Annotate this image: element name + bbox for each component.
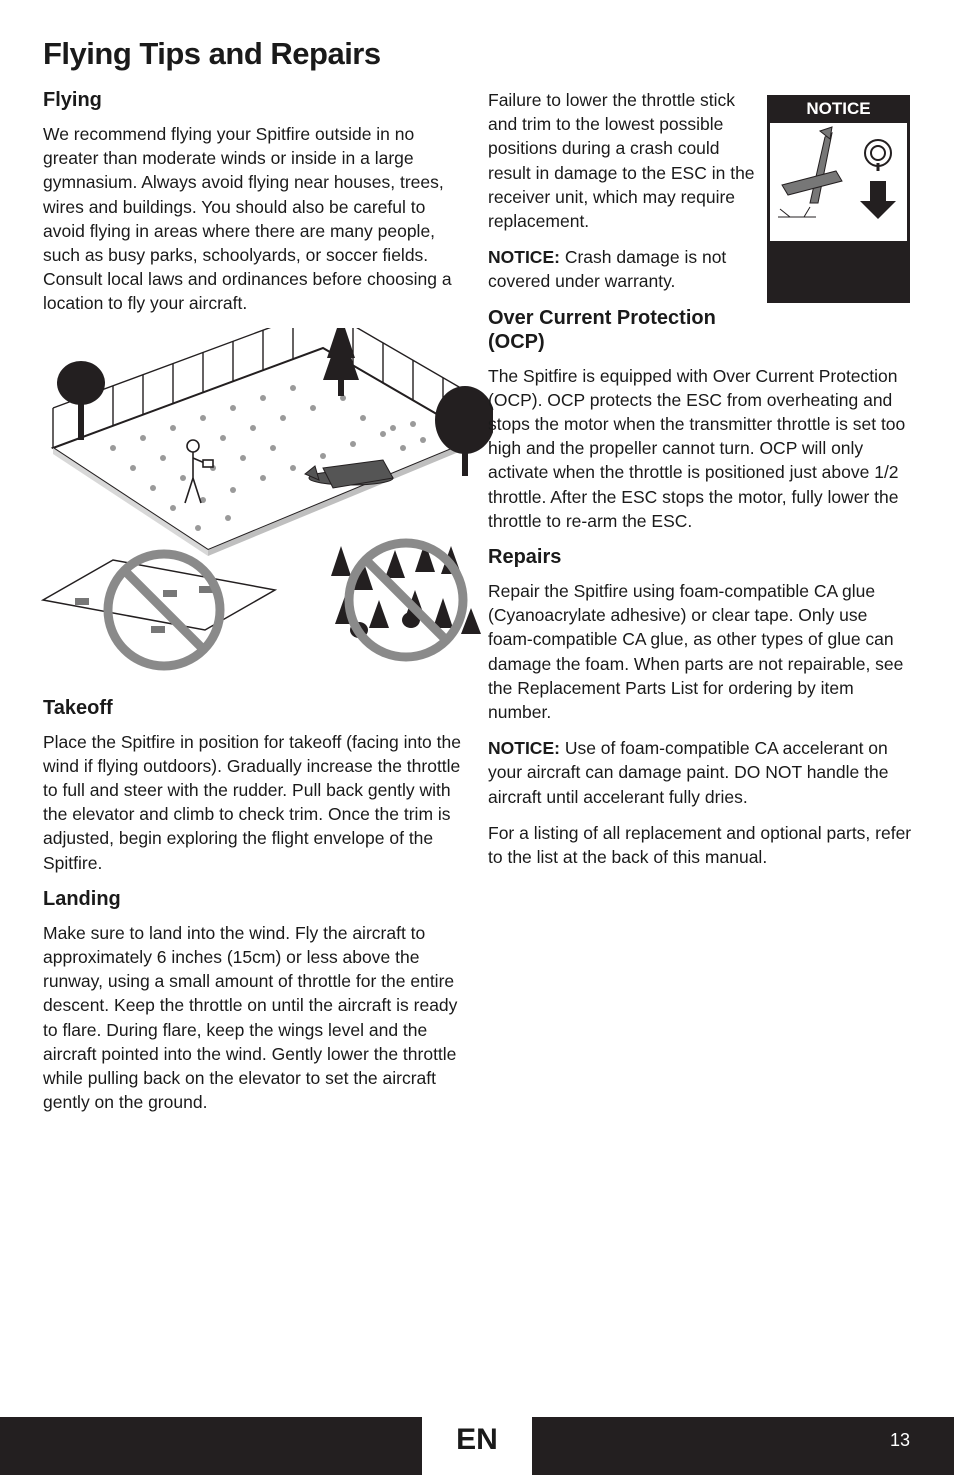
crash-plane-icon: [778, 127, 842, 217]
notice-label: NOTICE: [806, 99, 871, 118]
ocp-body: The Spitfire is equipped with Over Current Protection (OCP). OCP protects the ESC from overheating and stops the motor when the transmitter throttle is set too high and the propeller cannot turn. OCP will only activate when the throttle is positioned just above 1/2 throttle. After the ESC stops the motor, fully lower the throttle to re-arm the ESC.: [488, 365, 906, 531]
takeoff-body: Place the Spitfire in position for takeoff (facing into the wind if flying outdoors). Gradually increase the throttle to full and steer with the rudder. Pull back gently with the elevator and climb to check trim. Once the trim is adjusted, begin exploring the flight envelope of the Spitfire.: [43, 731, 461, 873]
notice-box: [767, 95, 910, 303]
right-column: [488, 88, 913, 881]
left-column: [43, 88, 468, 1126]
crash-notice-label: NOTICE:: [488, 247, 560, 268]
ocp-heading: Over Current Protection (OCP): [488, 306, 716, 353]
page-title: Flying Tips and Repairs: [43, 36, 381, 71]
notice-picture: [770, 123, 907, 241]
throttle-down-icon: [860, 140, 896, 219]
parts-listing: For a listing of all replacement and optional parts, refer to the list at the back of this manual.: [488, 822, 912, 868]
notice-text: Failure to lower the throttle stick and trim to the lowest possible positions during a crash could result in damage to the ESC in the receiver unit, which may require replacement.: [488, 90, 755, 232]
crash-notice-text: Crash damage is not covered under warranty.: [488, 247, 727, 292]
language-tab: EN: [456, 1423, 498, 1456]
accelerant-notice-label: NOTICE:: [488, 738, 560, 759]
accelerant-notice: [488, 736, 913, 809]
flying-heading: Flying: [43, 89, 102, 111]
no-trees-icon: [349, 543, 463, 657]
notice-section: [488, 88, 913, 294]
repairs-heading: Repairs: [488, 546, 562, 569]
repairs-body: Repair the Spitfire using foam-compatible CA glue (Cyanoacrylate adhesive) or clear tape. Only use foam-compatible CA glue, as other types of glue can damage the foam. When parts are not repairable, see the Replacement Parts List for ordering by item number.: [488, 581, 904, 723]
footer-bar-left: [0, 1417, 422, 1475]
landing-body: Make sure to land into the wind. Fly the aircraft to approximately 6 inches (15cm) or less above the runway, using a small amount of throttle for the entire descent. Keep the throttle on until the aircraft is ready to flare. During flare, keep the wings level and the aircraft pointed into the wind. Gently lower the throttle while pulling back on the elevator to set the aircraft gently on the ground.: [43, 922, 458, 1113]
landing-heading: Landing: [43, 887, 121, 910]
field-illustration: [23, 328, 493, 688]
accelerant-notice-text: Use of foam-compatible CA accelerant on your aircraft can damage paint. DO NOT handle the aircraft until accelerant fully dries.: [488, 738, 889, 807]
flying-body: We recommend flying your Spitfire outside in no greater than moderate winds or inside in a large gymnasium. Always avoid flying near houses, trees, wires and buildings. You should also be careful to avoid flying in areas where there are many people, such as busy parks, schoolyards, or soccer fields. Consult local laws and ordinances before choosing a location to fly your aircraft.: [43, 124, 452, 314]
crash-notice: [488, 245, 758, 293]
takeoff-heading: Takeoff: [43, 696, 113, 719]
page-number: 13: [889, 1430, 910, 1450]
